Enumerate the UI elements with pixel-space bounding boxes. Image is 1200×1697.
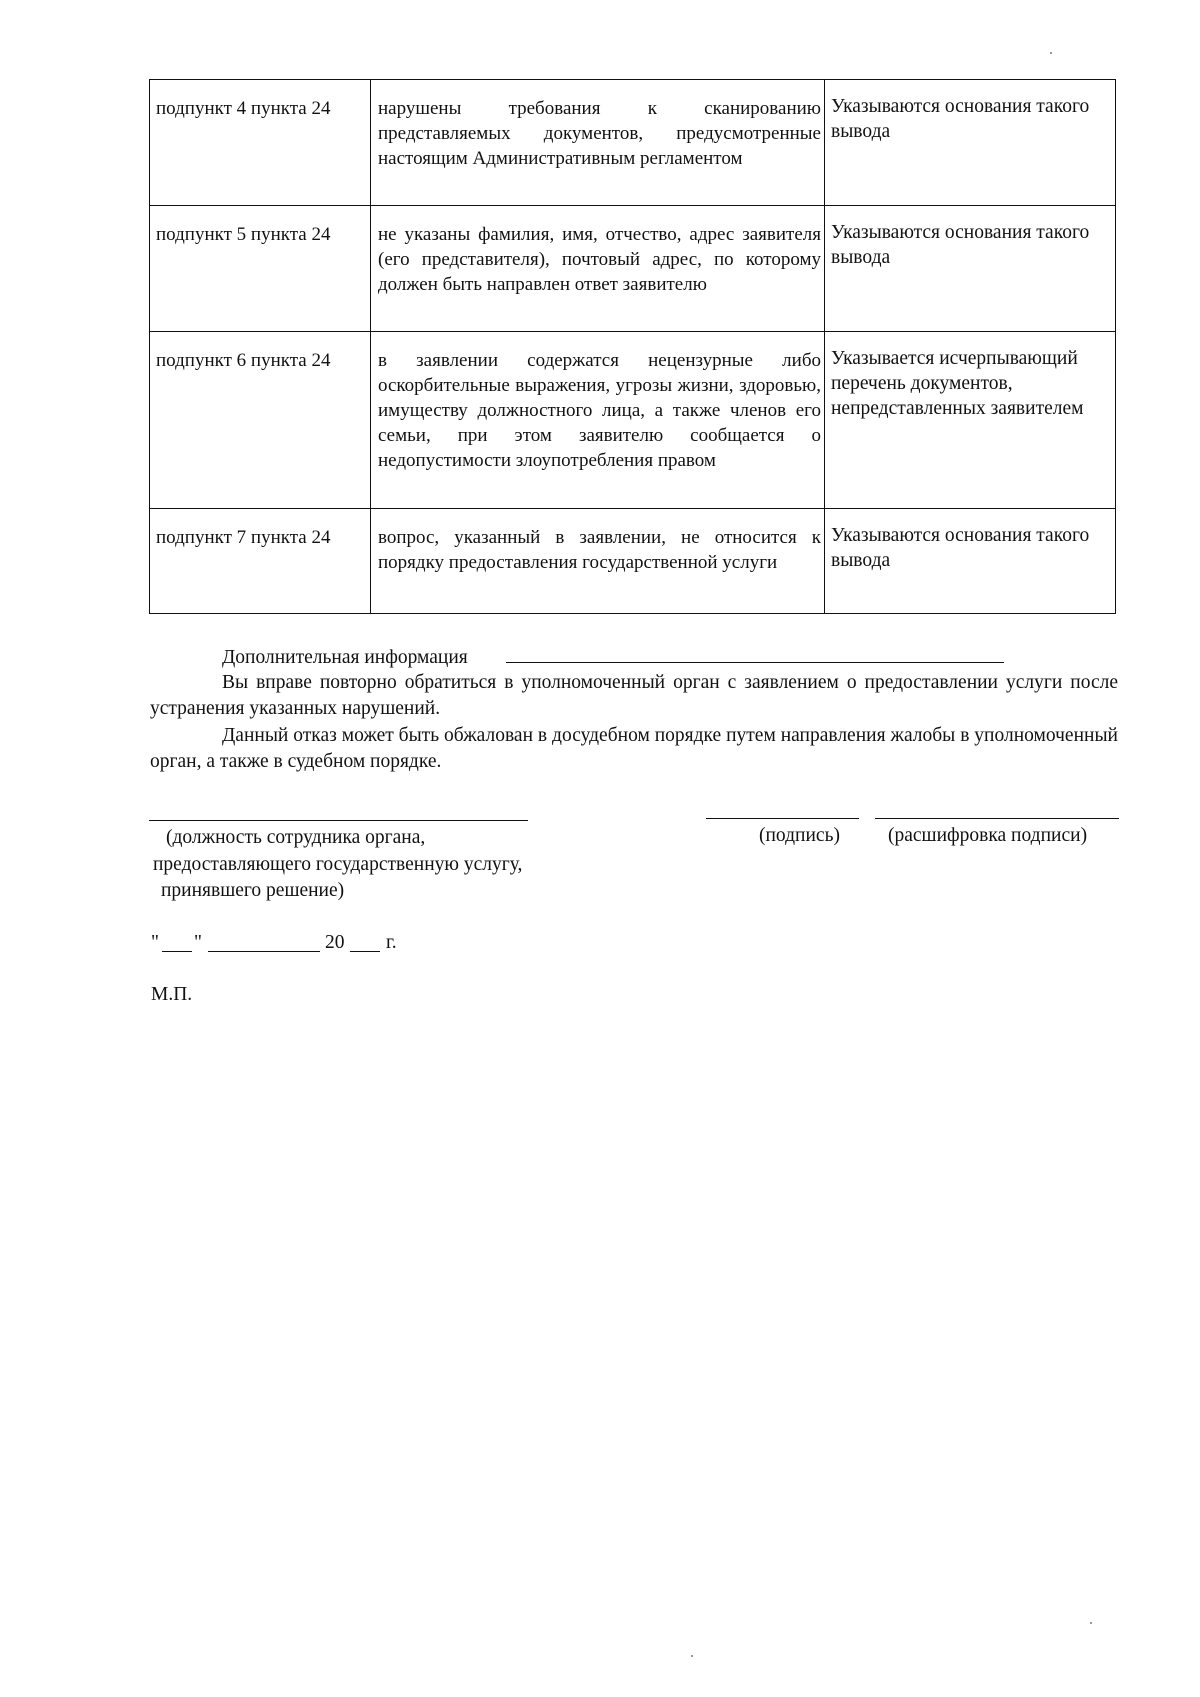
date-day-blank: [162, 951, 192, 952]
ground-cell: подпункт 4 пункта 24: [150, 80, 371, 206]
additional-info-label: Дополнительная информация: [222, 647, 468, 668]
date-year-suffix: г.: [386, 932, 397, 953]
reason-cell: в заявлении содержатся нецензурные либо оскорбительные выражения, угрозы жизни, здоровью, имуществу должностного лица, а также членов его семьи, при этом заявителю сообщается о недопустимости злоупотребления правом: [371, 332, 825, 509]
position-caption-line1: (должность сотрудника органа,: [166, 827, 426, 848]
signature-caption: (подпись): [759, 825, 840, 846]
date-year-prefix: 20: [325, 932, 345, 953]
transcript-line: [875, 818, 1119, 819]
explanation-cell: Указываются основания такого вывода: [825, 80, 1116, 206]
date-year-blank: [350, 951, 380, 952]
additional-info-blank: [506, 662, 1004, 663]
date-month-blank: [208, 951, 320, 952]
table-row: [150, 80, 1116, 206]
table-row: [150, 332, 1116, 509]
appeal-paragraph: Данный отказ может быть обжалован в досудебном порядке путем направления жалобы в уполномоченный орган, а также в судебном порядке.: [150, 725, 1118, 772]
table-row: [150, 206, 1116, 332]
stamp-label: М.П.: [151, 984, 193, 1005]
explanation-cell: Указываются основания такого вывода: [825, 509, 1116, 614]
explanation-cell: Указывается исчерпывающий перечень документов, непредставленных заявителем: [825, 332, 1116, 509]
grounds-table: [149, 79, 1116, 614]
retry-paragraph: Вы вправе повторно обратиться в уполномоченный орган с заявлением о предоставлении услуги после устранения указанных нарушений.: [150, 672, 1118, 719]
date-open-quote: ": [151, 932, 159, 953]
reason-cell: нарушены требования к сканированию представляемых документов, предусмотренные настоящим Административным регламентом: [371, 80, 825, 206]
table-row: [150, 509, 1116, 614]
ground-cell: подпункт 6 пункта 24: [150, 332, 371, 509]
ground-cell: подпункт 5 пункта 24: [150, 206, 371, 332]
scan-speck: [1050, 52, 1052, 54]
reason-cell: не указаны фамилия, имя, отчество, адрес заявителя (его представителя), почтовый адрес, по которому должен быть направлен ответ заявителю: [371, 206, 825, 332]
signature-line: [706, 818, 859, 819]
position-caption-line2: предоставляющего государственную услугу,: [153, 854, 523, 875]
scan-speck: [1090, 1622, 1092, 1624]
date-close-quote: ": [194, 932, 202, 953]
position-caption-line3: принявшего решение): [161, 880, 345, 901]
transcript-caption: (расшифровка подписи): [888, 825, 1088, 846]
explanation-cell: Указываются основания такого вывода: [825, 206, 1116, 332]
reason-cell: вопрос, указанный в заявлении, не относится к порядку предоставления государственной услуги: [371, 509, 825, 614]
scan-speck: [691, 1655, 693, 1657]
ground-cell: подпункт 7 пункта 24: [150, 509, 371, 614]
position-signature-line: [149, 820, 528, 821]
